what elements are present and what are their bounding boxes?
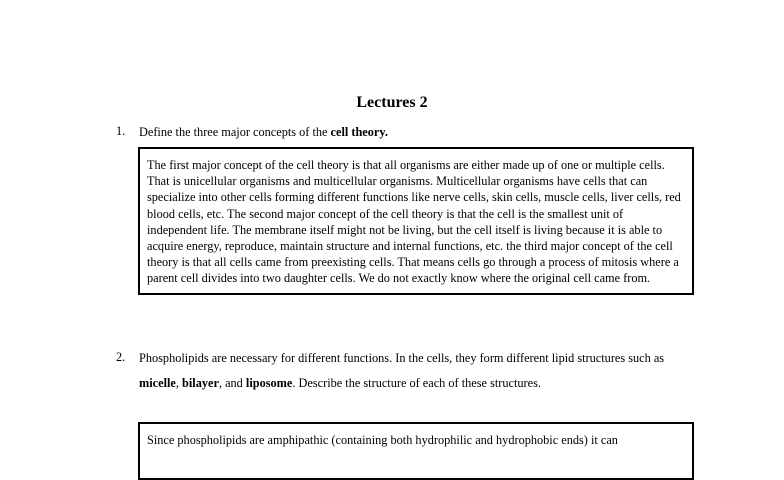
question-1-number: 1. (116, 124, 126, 138)
answer-box-2 (138, 422, 694, 480)
question-2-prompt (139, 346, 699, 395)
question-2-separator-1: , (175, 375, 183, 390)
question-2-number: 2. (116, 350, 126, 364)
question-2-prompt-end: . Describe the structure of each of these structures. (292, 375, 541, 390)
answer-1-text: The first major concept of the cell theory is that all organisms are either made up of one or multiple cells. That is unicellular organisms and multicellular organisms. Multicellular organisms have cells that can specialize into other cells forming different functions like nerve cells, skin cells, muscle cells, liver cells, red blood cells, etc. The second major concept of the cell theory is that the cell is the smallest unit of independent life. The membrane itself might not be living, but the cell itself is living because it is able to acquire energy, reproduce, maintain structure and internal functions, etc. the third major concept of the cell theory is that all cells came from preexisting cells. That means cells go through a process of mitosis where a parent cell divides into two daughter cells. We do not exactly know where the original cell came from. (147, 158, 681, 286)
micelle-term: micelle (139, 375, 176, 390)
question-2-prompt-text: Phospholipids are necessary for different functions. In the cells, they form different lipid structures such as (139, 351, 665, 365)
answer-2-text: Since phospholipids are amphipathic (containing both hydrophilic and hydrophobic ends) it can (147, 433, 618, 447)
question-2-separator-2: , and (218, 375, 246, 390)
question-1-prompt (139, 120, 699, 144)
question-1-prompt-bold: cell theory. (330, 125, 388, 139)
liposome-term: liposome (245, 375, 293, 390)
page-title: Lectures 2 (356, 94, 428, 111)
question-1-prompt-text: Define the three major concepts of the (139, 125, 331, 139)
answer-box-1 (138, 147, 694, 295)
bilayer-term: bilayer (182, 375, 219, 390)
